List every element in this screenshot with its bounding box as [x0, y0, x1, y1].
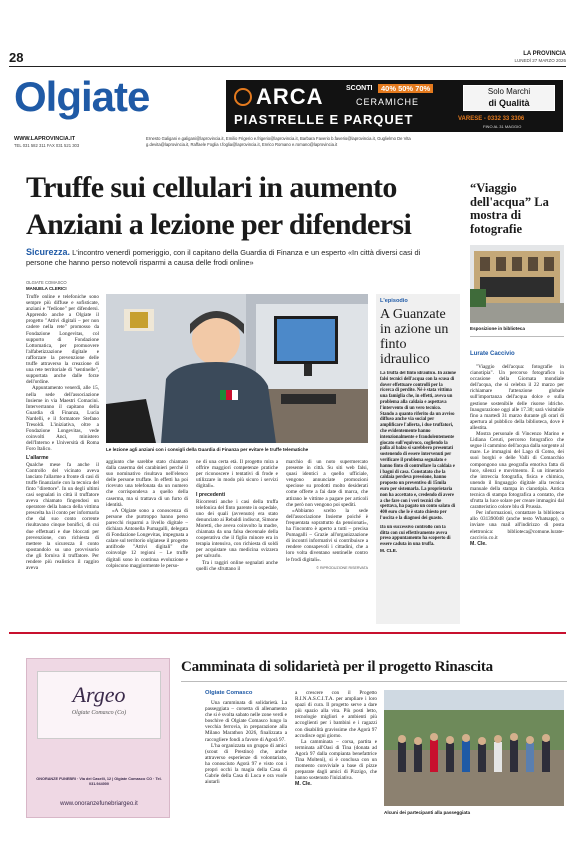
argeo-ad[interactable]	[26, 658, 170, 818]
right-body-p1: "Viaggio dell'acqua: fotografie in cianotipia". Un percorso fotografico in occasione della Giornata mondiale dell'acqua, che si celebra il 22 marzo per richiamare l'attenzione globale sull'importanza dell'acqua dolce e sulla gestione sostenibile delle risorse idriche. Inaugurazione oggi alle 17.30; sarà visitabile fino a martedì 31 marzo durante gli orari di apertura al pubblico della biblioteca, dove è allestita.	[470, 364, 564, 431]
sidebar-lead: La truffa del finto idraulico. In azione falsi tecnici dell'acqua con la scusa di dover effettuare controlli per la ricerca di perdite. Né è stata vittima una famiglia che, in effetti, aveva un problema alla caldaia e aspettava l'intervento di un vero tecnico. Stando a quanto riferito da un avviso diffuso anche via social per amplificare l'allerta, i due truffatori, che evidentemente hanno intenzionalmente e fraudolentemente giocato sull'equivoco, cogliendo la palla al balzo si sarebbero presentati sostenendo di essere intervenuti per verificare il problema segnalato e hanno finto di controllare la caldaia e i bagni di casa. Constatato che la caldaia perdeva pressione, hanno proposto un preventivo di 15mila euro per sistemarla. La proprietaria non ha accettato e, credendo di avere a che fare con i veri tecnici che spettava, ha pagato un conto salato di 400 euro che le è stato chiesto per l'uscita e la diagnosi dei guasto.	[380, 371, 456, 521]
main-col4-copyright: © RIPRODUZIONE RISERVATA	[316, 565, 368, 570]
argeo-subtitle: Olgiate Comasco (Co)	[71, 710, 127, 716]
quality-badge-line2: di Qualità	[488, 98, 530, 108]
second-col2-p1: a crescere con il Progetto R.I.N.A.S.C.I.T.A. per ampliare i loro spazi di cura. Il progetto serve a dare più spazio alla vita. Più posti letto, tecnologie migliori e ambienti più accoglienti per i bambini e i ragazzi con disabilità gravissime che Agorà 97 accudisce ogni giorno.	[295, 690, 377, 739]
second-col2	[295, 690, 377, 845]
main-col2	[106, 459, 188, 624]
main-col4-p1: marchio di un noto supermercato presente in città. Su siti web falsi, quasi identici a quello ufficiale, vengono annunciate promozioni speciose su prodotti molto desiderati come offerte a fai date di marca, che attirano le vittime a pagare per articoli che però non vengono poi spediti.	[286, 459, 368, 508]
main-col2-p1: aggiunto che sarebbe stato chiamato dalla caserma del carabinieri perché il suo nominativo risultava nell'elenco delle persone truffate. In effetti ha poi ricevuto una telefonata da un numero che corrispondeva a quello della caserma, ma si trattava di un furto di identità.	[106, 459, 188, 508]
page-number: 28	[9, 50, 24, 65]
main-headline-line1: Truffe sui cellulari in aumento	[26, 171, 397, 204]
right-body-p2: Mostra personale di Vincenzo Marino e Lidiana Ceruti, percorso fotografico che segue il cammino dell'acqua dalla sorgente al mare. Le immagini del Lago di Como, dei suoi borghi e delle Valli di Comacchio compongono una geografia emotiva fatta di luce, silenzi e movimento. È un itinerario che intreccia fotografia, fisica e chimica, unendo il linguaggio digitale alla tecnica manuale della stampa in cianotipia. Antica tecnica di stampa fotografica a contatto, che sfrutta la luce solare per creare immagini dal caratteristico colore blu di Prussia.	[470, 431, 564, 511]
sidebar-title: A Guanzate in azione un finto idraulico	[380, 307, 449, 367]
main-col3-p2: Ricorrenti anche i casi della truffa telefonica del finto parente in ospedale, uno dei quali (avvenuto) era stato denunciato ai Rebaldi indiscut, Simone Moretti, che aveva coinvolto la madre, chiamata da una falsa decennale della cooperativa che il figlio minore era in terapia intensiva, con richiesta di soldi per acquistare una medicina svizzera per salvarlo.	[196, 498, 278, 560]
second-col1	[205, 700, 287, 845]
second-col1-p1: Una camminata di solidarietà. La passeggiata – corsetta di allenamento che si è svolta sabato nelle zone verdi e boschive di Olgiate Comasco lungo la vecchia ferrovia, in preparazione alla Milano Marathon 2026, finalizzata a raccogliere fondi a favore di Agorà 97.	[205, 700, 287, 743]
arca-discount-label: SCONTI	[346, 85, 373, 92]
arca-logo-icon	[234, 88, 252, 106]
phones: TEL 031 582 311 FAX 031 521 303	[14, 143, 80, 148]
second-place: Olgiate Comasco	[205, 690, 253, 696]
main-byline: MANUELA CLERICI	[26, 286, 67, 291]
argeo-brand: Argeo	[72, 682, 126, 707]
argeo-website[interactable]: www.onoranzefunebriargeo.it	[60, 801, 138, 807]
main-photo	[106, 294, 368, 443]
newspaper-name: LA PROVINCIA	[523, 51, 566, 57]
right-place: Lurate Caccivio	[470, 351, 515, 357]
main-photo-caption: Le lezione agli anziani con i consigli della Guardia di Finanza per evitare le truffe telematiche	[106, 447, 309, 452]
second-signature: M. Cle.	[295, 781, 312, 788]
library-building	[470, 245, 564, 323]
right-body	[470, 364, 564, 626]
issue-date: LUNEDÌ 27 MARZO 2026	[514, 58, 566, 63]
second-photo-caption: Alcuni dei partecipanti alla passeggiata	[384, 810, 471, 815]
right-photo	[470, 245, 564, 323]
main-subhead	[26, 248, 444, 268]
main-col2-p2: «A Olgiate sono a conoscenza di persone che purtroppo hanno perso parecchi risparmi a livello digitale – dichiara Antonella Pumagalli, delegata di Fondazione Longevitas, impegnata a calare sul territorio olgiatese il progetto antifrode "Attivi digitali" che coinvolge 12 regioni – Le truffe digitali sono in continua evoluzione e colpiscono maggiormente le perso-	[106, 507, 188, 569]
arca-line2: CERAMICHE	[356, 97, 420, 107]
sidebar-kicker: L'episodio	[380, 298, 408, 304]
sidebar-tail: Da un successivo controllo con la ditta con cui effettivamente aveva preso appuntamento ha scoperto di essere caduta in una truffa.	[380, 524, 451, 548]
staff-contacts: Ernesto Galigani e.galigani@laprovincia.it, Emilio Frigerio e.frigerio@laprovincia.it, Barbara Faverio b.faverio@laprovincia.it, Guglielmo De Vita g.devita@laprovincia.it, Raffaele Foglia r.foglia@laprovincia.it, Enrico Romano e.romano@laprovincia.it	[146, 136, 411, 147]
arca-tagline: PIASTRELLE E PARQUET	[234, 112, 414, 127]
main-col1-p3: Qualche mese fa anche il Controllo del vicinato aveva lanciato l'allarme a fronte di casi di truffe finanziarie con la tecnica del finto "direttore". In un degli ultimi casi segnalati in città il truffatore aveva chiamato fingendosi un operatore della banca della vittima prescelta ha il conto per informarla che dal suo conto corrente risultavano cinque bonifici, di cui due effettuati e due bloccati per prevenzione, con richiesta di mettere la sicurezza il conto spostandolo su uno provvisorio che gli forniva il truffatore. Per rendere più realistico il raggiro aveva	[26, 461, 99, 572]
right-body-p3: Per informazioni, contattare la biblioteca allo 031390048 (anche testo Whatsapp), o inviare una mail all'indirizzo di posta elettronica: biblioteca@comune.lurate-caccivio.co.it	[470, 510, 564, 541]
main-place: OLGIATE COMASCO	[26, 280, 67, 285]
arca-validity: FINO AL 31 MAGGIO	[483, 124, 522, 129]
second-headline: Camminata di solidarietà per il progetto Rinascita	[181, 659, 493, 675]
right-signature: M. Cle.	[470, 540, 487, 547]
main-col1-p1: Truffe online e telefoniche sono sempre più diffuse e sofisticate, anziani e "fedione" per difendersi. Apprendo anche a Olgiate il progetto "Attivi digitali – per non cadere nella rete" promosso da Fondazione Longevitas, col supporto di Fondazione Lottomatica, per promuovere l'alfabetizzazione digitale e rafforzare la prevenzione delle truffe attraverso la creazione di una rete territoriale di "sentinelle", supportata anche dalle forze dell'ordine.	[26, 294, 99, 386]
main-col4	[286, 459, 368, 624]
guardia-finanza-scene	[106, 294, 368, 443]
main-subhead-text: L'incontro venerdì pomeriggio, con il capitano della Guardia di Finanza e un esperto «In città diversi casi di persone che hanno perso notevoli risparmi a causa delle frodi online»	[26, 248, 421, 267]
second-col2-p2: La camminata – corsa, partita e terminata all'Oasi di Tina (donata ad Agorà 97 dalla compianta benefattrice Tina Molteni), si è conclusa con un momento conviviale a base di pizze preparate dagli amici di Pizzigo, che hanno sostenuto l'iniziativa.	[295, 738, 377, 782]
main-col3-p1: ne di una certa età. Il progetto mira a offrire maggiori competenze pratiche per riconoscere i tentativi di frode e utilizzare in modo più sicuro i servizi digitali».	[196, 459, 278, 490]
second-photo	[384, 690, 564, 806]
group-photo-scene	[384, 690, 564, 806]
right-photo-caption: Esposizione in biblioteca	[470, 326, 525, 331]
section-title: Olgiate	[14, 73, 150, 120]
second-col1-p2: L'ha organizzata un gruppo di amici (scout di Prestino) che, anche attraverso esperienze di volontariato, ha conosciuto Agorà 97 e visto con i propri occhi la magia della Casa di Gabrie della Casa di Luca e ora vuole aiutarli	[205, 742, 287, 786]
quality-badge	[463, 85, 555, 111]
main-col4-p2: «Abbiamo scelto la sede dell'associazione Insieme poiché è frequentata soprattutto da pensionati», ha l'incontro è aperto a tutti – precisa Pumagalli – Grazie all'organizzazione di incontri informativi si contribuisce a rendere consapevoli i cittadini, che a loro volta diventano sentinelle contro le frodi digitali».	[286, 507, 368, 563]
website: WWW.LAPROVINCIA.IT	[14, 136, 76, 142]
main-kicker: Sicurezza.	[26, 247, 71, 257]
argeo-address: ONORANZE FUNEBRI · Via dei Caselli, 12 | Olgiate Comasco CO · Tel. 031.944000	[36, 777, 162, 786]
main-col1-p2: Appuntamento venerdì, alle 15, nella sede dell'associazione Insieme in via Maestri Comacini. Interverranno il capitano della Guardia di Finanza, Lucia Nardelli, e il formatore Stefano Tresoldi. L'iniziativa, oltre a Fondazione Longevitas, vede coinvolti Anci, ministero dell'Interno e Università di Roma Foro Italico.	[26, 385, 99, 453]
sidebar-box	[376, 294, 460, 624]
arca-address: VARESE - 0332 33 3306	[458, 116, 525, 122]
arca-discounts: 40% 50% 70%	[378, 84, 433, 93]
quality-badge-line1: Solo Marchi	[487, 87, 531, 96]
right-headline: “Viaggio dell'acqua” La mostra di fotografie	[470, 181, 549, 236]
sidebar-signature: M. CLE.	[380, 547, 398, 553]
main-col3	[196, 459, 278, 624]
argeo-logo-card	[37, 671, 161, 739]
main-headline-line2: Anziani a lezione per difendersi	[26, 208, 412, 241]
arca-ad[interactable]	[226, 80, 563, 132]
main-col1-sub: L'allarme	[26, 455, 49, 462]
main-col1	[26, 294, 99, 624]
main-col3-sub: I precedenti	[196, 492, 226, 499]
main-col3-p3: Tra i raggiri online segnalati anche quelli che sfruttano il	[196, 559, 278, 572]
arca-brand: ARCA	[256, 84, 324, 109]
